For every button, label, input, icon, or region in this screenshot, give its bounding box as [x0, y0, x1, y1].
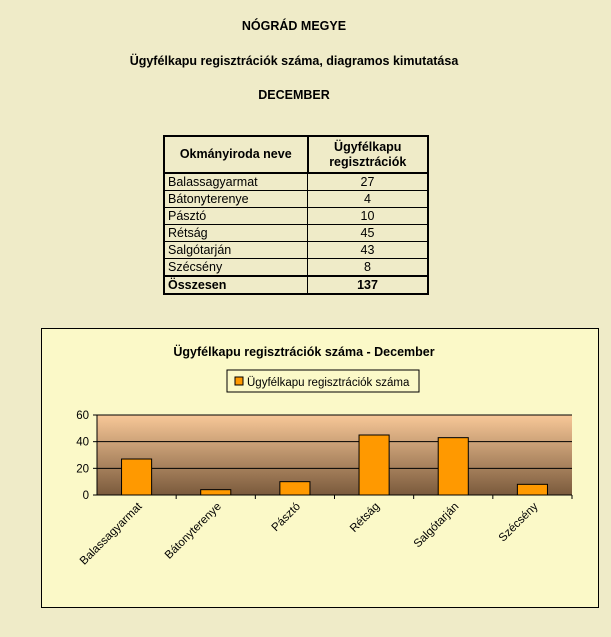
month-heading: DECEMBER	[258, 88, 330, 102]
office-name: Balassagyarmat	[164, 173, 308, 191]
office-name: Rétság	[164, 225, 308, 242]
bar-chart	[42, 329, 598, 607]
total-value: 137	[308, 276, 429, 294]
table-row	[164, 173, 428, 191]
registration-count: 45	[308, 225, 429, 242]
column-header-office: Okmányiroda neve	[164, 136, 308, 173]
bar	[280, 482, 310, 495]
county-heading: NÓGRÁD MEGYE	[241, 19, 347, 33]
column-header-line2: regisztrációk	[329, 154, 407, 169]
table-row	[164, 191, 428, 208]
table-total-row	[164, 276, 428, 294]
legend-swatch	[235, 377, 243, 385]
bar	[359, 435, 389, 495]
chart-legend	[227, 370, 419, 392]
x-tick-label: Bátonyterenye	[162, 500, 224, 562]
legend-label: Ügyfélkapu regisztrációk száma	[247, 377, 410, 389]
y-tick-label: 0	[82, 490, 89, 502]
table-row	[164, 242, 428, 259]
bar	[122, 459, 152, 495]
registration-count: 4	[308, 191, 429, 208]
table-header-row	[164, 136, 428, 173]
registration-count: 43	[308, 242, 429, 259]
office-name: Pásztó	[164, 208, 308, 225]
office-name: Salgótarján	[164, 242, 308, 259]
chart-area[interactable]	[41, 328, 599, 608]
bar	[201, 490, 231, 495]
report-subtitle: Ügyfélkapu regisztrációk száma, diagramos kimutatása	[129, 54, 459, 68]
y-tick-label: 40	[76, 436, 89, 449]
total-label: Összesen	[164, 276, 308, 294]
table-row	[164, 208, 428, 225]
chart-title: Ügyfélkapu regisztrációk száma - December	[173, 345, 435, 359]
y-tick-label: 20	[76, 463, 89, 476]
office-name: Szécsény	[164, 259, 308, 277]
column-header-line1: Ügyfélkapu	[334, 139, 402, 154]
x-tick-label: Pásztó	[269, 500, 304, 534]
x-tick-label: Szécsény	[496, 500, 541, 545]
x-tick-label: Rétság	[347, 500, 383, 535]
x-tick-label: Balassagyarmat	[77, 500, 145, 568]
y-tick-label: 60	[76, 410, 89, 422]
office-name: Bátonyterenye	[164, 191, 308, 208]
registration-count: 10	[308, 208, 429, 225]
plot-area	[97, 415, 572, 495]
bar	[438, 438, 468, 495]
registration-count: 27	[308, 173, 429, 191]
registration-count: 8	[308, 259, 429, 277]
registrations-table	[163, 135, 429, 295]
x-tick-label: Salgótarján	[411, 500, 462, 551]
column-header-registrations	[308, 136, 429, 173]
table-row	[164, 225, 428, 242]
table-row	[164, 259, 428, 277]
bar	[517, 484, 547, 495]
